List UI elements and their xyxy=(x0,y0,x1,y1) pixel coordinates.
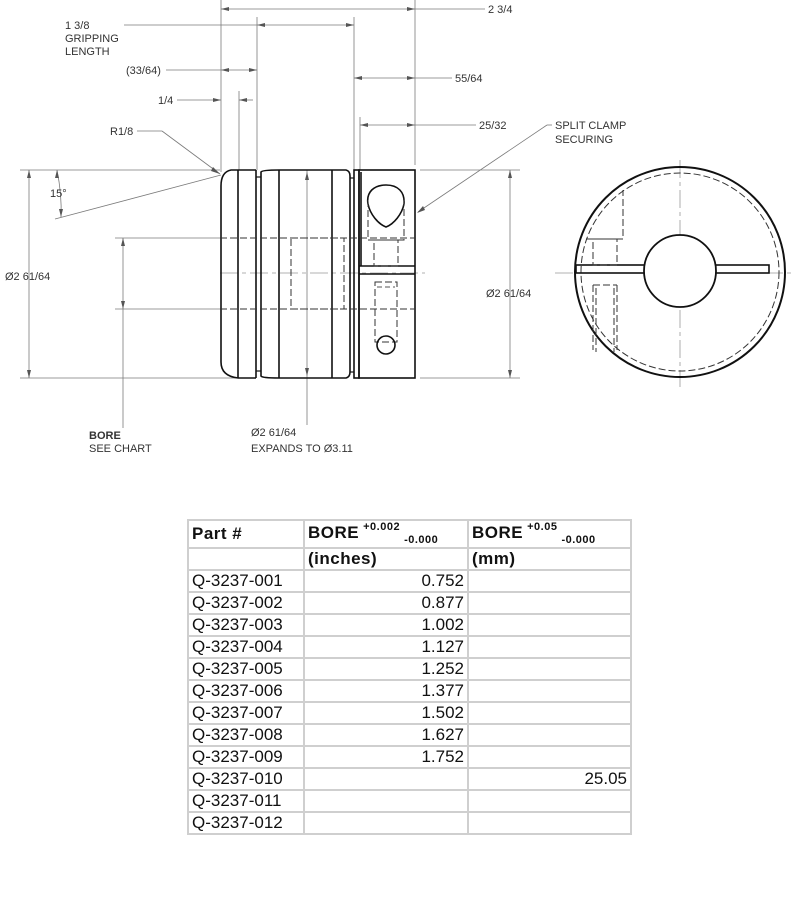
quarter-label: 1/4 xyxy=(158,95,174,107)
unit-part xyxy=(188,548,304,570)
bore-inches: 0.752 xyxy=(304,570,468,592)
part-number: Q-3237-004 xyxy=(188,636,304,658)
arrowhead xyxy=(407,7,415,11)
unit-inches: (inches) xyxy=(304,548,468,570)
arrowhead xyxy=(417,206,425,213)
arrowhead xyxy=(121,301,125,309)
overall-length-label: 2 3/4 xyxy=(488,4,513,16)
arrowhead xyxy=(360,123,368,127)
bore-inches: 1.002 xyxy=(304,614,468,636)
part-number: Q-3237-009 xyxy=(188,746,304,768)
header-part xyxy=(188,520,304,548)
arrowhead xyxy=(508,370,512,378)
table-row xyxy=(188,636,631,658)
arrowhead xyxy=(27,370,31,378)
radius-label: R1/8 xyxy=(110,126,134,138)
part-number: Q-3237-003 xyxy=(188,614,304,636)
bore-inches xyxy=(304,790,468,812)
table-row xyxy=(188,570,631,592)
arrowhead xyxy=(305,172,309,180)
tolerance-minus: -0.000 xyxy=(561,534,596,546)
unit-mm: (mm) xyxy=(468,548,631,570)
angle-label: 15° xyxy=(50,188,67,200)
gripping-length-line1: GRIPPING xyxy=(65,33,119,45)
bore-mm xyxy=(468,570,631,592)
table-row xyxy=(188,746,631,768)
table-row xyxy=(188,680,631,702)
coupling-side-view xyxy=(220,170,415,378)
bore-mm xyxy=(468,724,631,746)
table-row xyxy=(188,702,631,724)
bore-mm xyxy=(468,636,631,658)
gripping-length-value: 1 3/8 xyxy=(65,20,90,32)
part-number: Q-3237-008 xyxy=(188,724,304,746)
tolerance-minus: -0.000 xyxy=(404,534,439,546)
clamp-inner-label: 25/32 xyxy=(479,120,507,132)
split-clamp-line2: SECURING xyxy=(555,134,614,146)
part-number: Q-3237-005 xyxy=(188,658,304,680)
bore-chart-table xyxy=(187,519,632,835)
header-bore-mm-label: BORE xyxy=(472,523,524,542)
bore-mm xyxy=(468,592,631,614)
arrowhead xyxy=(55,170,59,178)
dimension-lines xyxy=(27,7,552,428)
header-bore-mm xyxy=(468,520,631,548)
bore-title: BORE xyxy=(89,430,121,442)
bore-mm xyxy=(468,812,631,834)
part-number: Q-3237-010 xyxy=(188,768,304,790)
arrowhead xyxy=(508,170,512,178)
bore-mm xyxy=(468,680,631,702)
arrowhead xyxy=(239,98,247,102)
tolerance-plus: +0.05 xyxy=(527,521,558,533)
bore-inches xyxy=(304,812,468,834)
clamp-width-label: 55/64 xyxy=(455,73,483,85)
header-part-label: Part # xyxy=(192,524,243,543)
arrowhead xyxy=(221,7,229,11)
arrowhead xyxy=(407,76,415,80)
bore-mm xyxy=(468,702,631,724)
bore-inches: 1.127 xyxy=(304,636,468,658)
arrowhead xyxy=(27,170,31,178)
arrowhead xyxy=(407,123,415,127)
bore-mm xyxy=(468,614,631,636)
bore-mm xyxy=(468,746,631,768)
part-number: Q-3237-007 xyxy=(188,702,304,724)
arrowhead xyxy=(346,23,354,27)
table-row xyxy=(188,812,631,834)
table-units-row xyxy=(188,548,631,570)
table-row xyxy=(188,592,631,614)
table-row xyxy=(188,790,631,812)
arrowhead xyxy=(354,76,362,80)
arrowhead xyxy=(257,23,265,27)
arrowhead xyxy=(249,68,257,72)
part-number: Q-3237-001 xyxy=(188,570,304,592)
bore-mm: 25.05 xyxy=(468,768,631,790)
split-clamp-line1: SPLIT CLAMP xyxy=(555,120,627,132)
bore-inches: 1.252 xyxy=(304,658,468,680)
bore-inches: 1.502 xyxy=(304,702,468,724)
arrowhead xyxy=(221,68,229,72)
header-bore-in-label: BORE xyxy=(308,523,360,542)
bottom-diameter-label: Ø2 61/64 xyxy=(251,427,297,439)
table-row xyxy=(188,724,631,746)
table-header-row xyxy=(188,520,631,548)
bore-inches xyxy=(304,768,468,790)
arrowhead xyxy=(305,368,309,376)
left-diameter-label: Ø2 61/64 xyxy=(5,271,51,283)
expands-label: EXPANDS TO Ø3.11 xyxy=(251,443,353,455)
table-row xyxy=(188,614,631,636)
bore-inches: 1.377 xyxy=(304,680,468,702)
arrowhead xyxy=(59,209,63,217)
ref-33-64-label: (33/64) xyxy=(126,65,161,77)
arrowhead xyxy=(213,98,221,102)
bore-inches: 1.752 xyxy=(304,746,468,768)
bore-mm xyxy=(468,790,631,812)
part-number: Q-3237-011 xyxy=(188,790,304,812)
tolerance-plus: +0.002 xyxy=(363,521,401,533)
part-number: Q-3237-006 xyxy=(188,680,304,702)
bore-mm xyxy=(468,658,631,680)
header-bore-inches xyxy=(304,520,468,548)
arrowhead xyxy=(121,238,125,246)
part-number: Q-3237-012 xyxy=(188,812,304,834)
bore-inches: 1.627 xyxy=(304,724,468,746)
bore-inches: 0.877 xyxy=(304,592,468,614)
gripping-length-line2: LENGTH xyxy=(65,46,110,58)
table-row xyxy=(188,658,631,680)
table-row xyxy=(188,768,631,790)
part-number: Q-3237-002 xyxy=(188,592,304,614)
bore-note: SEE CHART xyxy=(89,443,152,455)
right-diameter-label: Ø2 61/64 xyxy=(486,288,532,300)
dimension-labels xyxy=(5,4,626,455)
